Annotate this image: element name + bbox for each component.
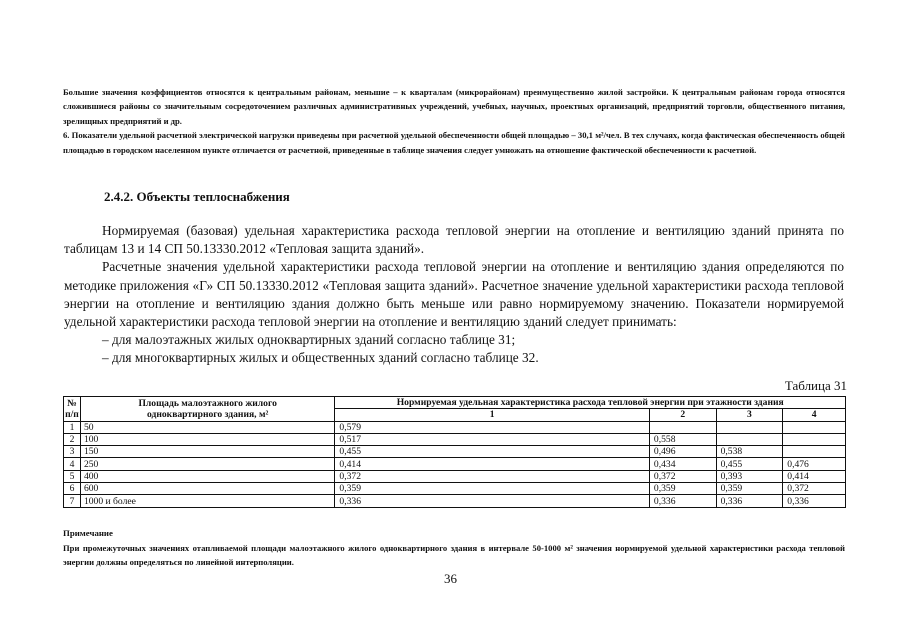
cell-floor-4: 0,372 [783, 483, 846, 495]
table-row [64, 433, 846, 445]
table-row [64, 421, 846, 433]
table-row [64, 446, 846, 458]
row-area: 1000 и более [80, 495, 334, 507]
cell-floor-4 [783, 421, 846, 433]
row-number: 7 [64, 495, 81, 507]
cell-floor-1: 0,359 [335, 483, 650, 495]
cell-floor-4 [783, 433, 846, 445]
header-floor-1: 1 [335, 409, 650, 421]
cell-floor-3: 0,359 [716, 483, 783, 495]
body-paragraph: Нормируемая (базовая) удельная характеристика расхода тепловой энергии на отопление и вентиляцию зданий принята по таблицам 13 и 14 СП 50.13330.2012 «Тепловая защита зданий». [64, 223, 844, 257]
row-number: 3 [64, 446, 81, 458]
heat-consumption-table [63, 396, 846, 508]
row-number: 6 [64, 483, 81, 495]
row-area: 400 [80, 470, 334, 482]
cell-floor-2: 0,558 [649, 433, 716, 445]
header-number [64, 397, 81, 422]
header-floor-2: 2 [649, 409, 716, 421]
row-area: 150 [80, 446, 334, 458]
cell-floor-2: 0,434 [649, 458, 716, 470]
list-item: – для многоквартирных жилых и общественных зданий согласно таблице 32. [102, 350, 539, 366]
cell-floor-4: 0,476 [783, 458, 846, 470]
list-item: – для малоэтажных жилых одноквартирных зданий согласно таблице 31; [102, 332, 516, 348]
header-floor-4: 4 [783, 409, 846, 421]
row-area: 250 [80, 458, 334, 470]
cell-floor-2: 0,336 [649, 495, 716, 507]
cell-floor-1: 0,517 [335, 433, 650, 445]
section-heading: 2.4.2. Объекты теплоснабжения [104, 189, 290, 204]
note-paragraph-6: 6. Показатели удельной расчетной электрической нагрузки приведены при расчетной удельной обеспеченности общей площадью – 30,1 м²/чел. В тех случаях, когда фактическая обеспеченность общей площадью в городском населенном пункте отличается от расчетной, приведенные в таблице значения следует умножать на отношение фактической обеспеченности к расчетной. [63, 130, 845, 155]
cell-floor-1: 0,336 [335, 495, 650, 507]
table-row [64, 483, 846, 495]
top-notes [63, 85, 845, 157]
header-group: Нормируемая удельная характеристика расхода тепловой энергии при этажности здания [335, 397, 846, 409]
row-area: 600 [80, 483, 334, 495]
row-area: 100 [80, 433, 334, 445]
page-number: 36 [444, 571, 457, 586]
cell-floor-2: 0,359 [649, 483, 716, 495]
header-floor-3: 3 [716, 409, 783, 421]
table-caption: Таблица 31 [784, 378, 847, 393]
table-header-row [64, 397, 846, 409]
table-row [64, 470, 846, 482]
cell-floor-4: 0,414 [783, 470, 846, 482]
body-paragraph: Расчетные значения удельной характеристики расхода тепловой энергии на отопление и вентиляцию здания определяются по методике приложения «Г» СП 50.13330.2012 «Тепловая защита зданий». Расчетное значение удельной характеристики расхода тепловой энергии на отопление и вентиляцию здания должно быть меньше или равно нормируемому значению. Показатели нормируемой удельной характеристики расхода тепловой энергии на отопление и вентиляцию зданий следует принимать: [64, 259, 844, 330]
table-row [64, 458, 846, 470]
row-number: 2 [64, 433, 81, 445]
section-body [64, 222, 844, 368]
cell-floor-4 [783, 446, 846, 458]
cell-floor-1: 0,579 [335, 421, 650, 433]
header-area [80, 397, 334, 422]
cell-floor-3 [716, 421, 783, 433]
cell-floor-3 [716, 433, 783, 445]
cell-floor-1: 0,455 [335, 446, 650, 458]
header-number-line1: № [67, 397, 77, 409]
header-number-line2: п/п [65, 408, 79, 420]
cell-floor-1: 0,372 [335, 470, 650, 482]
row-number: 4 [64, 458, 81, 470]
cell-floor-3: 0,336 [716, 495, 783, 507]
cell-floor-4: 0,336 [783, 495, 846, 507]
header-area-line1: Площадь малоэтажного жилого [138, 397, 277, 409]
row-number: 5 [64, 470, 81, 482]
row-area: 50 [80, 421, 334, 433]
header-area-line2: одноквартирного здания, м² [146, 408, 269, 420]
cell-floor-3: 0,538 [716, 446, 783, 458]
row-number: 1 [64, 421, 81, 433]
note-title: Примечание [63, 528, 113, 538]
note-paragraph: Большие значения коэффициентов относятся к центральным районам, меньшие – к кварталам (микрорайонам) преимущественно жилой застройки. К центральным районам города относятся сложившиеся районы со значительным сосредоточением различных административных учреждений, учебных, научных, проектных организаций, предприятий торговли, общественного питания, зрелищных предприятий и др. [63, 87, 845, 126]
cell-floor-2 [649, 421, 716, 433]
cell-floor-3: 0,455 [716, 458, 783, 470]
note-text: При промежуточных значениях отапливаемой площади малоэтажного жилого одноквартирного здания в интервале 50-1000 м² значения нормируемой удельной характеристики расхода тепловой энергии должны определяться по линейной интерполяции. [63, 543, 845, 568]
cell-floor-2: 0,496 [649, 446, 716, 458]
cell-floor-3: 0,393 [716, 470, 783, 482]
cell-floor-2: 0,372 [649, 470, 716, 482]
table-row [64, 495, 846, 507]
cell-floor-1: 0,414 [335, 458, 650, 470]
